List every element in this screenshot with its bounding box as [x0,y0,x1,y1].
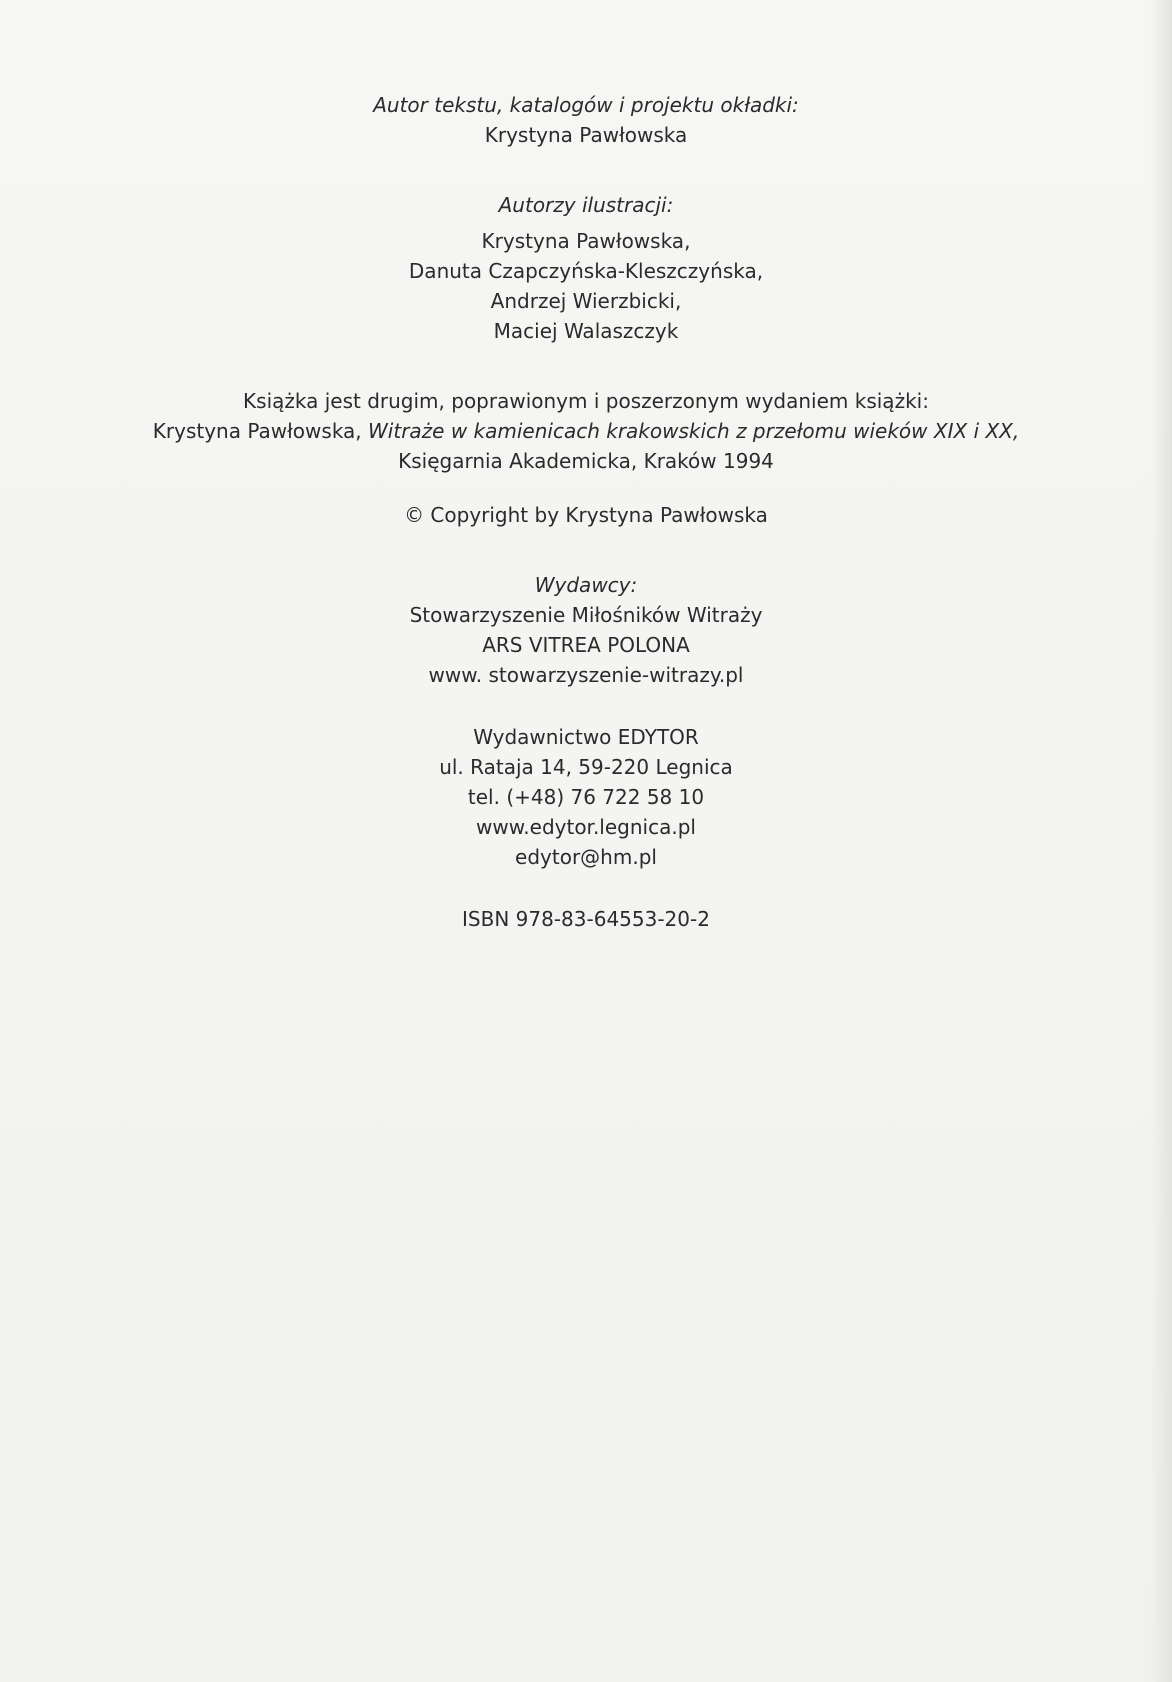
text-author-name: Krystyna Pawłowska [484,123,688,147]
illustrator-item: Krystyna Pawłowska, [481,229,691,253]
illustrator-item: Danuta Czapczyńska-Kleszczyńska, [408,259,764,283]
edition-note: Książka jest drugim, poprawionym i poszerzonym wydaniem książki: [243,389,929,413]
illustrator-item: Maciej Walaszczyk [493,319,679,343]
illustrators-label: Autorzy ilustracji: [498,193,674,217]
publisher-2-line: tel. (+48) 76 722 58 10 [467,785,705,809]
illustrator-item: Andrzej Wierzbicki, [490,289,682,313]
original-author: Krystyna Pawłowska, [152,419,369,443]
publisher-2-line: edytor@hm.pl [515,845,657,869]
text-author-label: Autor tekstu, katalogów i projektu okładki: [373,93,799,117]
publisher-1-line: ARS VITREA POLONA [482,633,690,657]
publisher-2-line: ul. Rataja 14, 59-220 Legnica [439,755,733,779]
original-publisher: Księgarnia Akademicka, Kraków 1994 [398,449,774,473]
publishers-label: Wydawcy: [534,573,638,597]
original-title: Witraże w kamienicach krakowskich z przełomu wieków XIX i XX, [368,419,1020,443]
publisher-1-line: Stowarzyszenie Miłośników Witraży [409,603,763,627]
isbn: ISBN 978-83-64553-20-2 [462,907,710,931]
publisher-2-line: www.edytor.legnica.pl [476,815,696,839]
copyright-line: © Copyright by Krystyna Pawłowska [404,503,768,527]
publisher-1-line: www. stowarzyszenie-witrazy.pl [428,663,744,687]
colophon [0,90,1172,934]
original-edition-title [0,416,1172,446]
publisher-2-line: Wydawnictwo EDYTOR [473,725,699,749]
